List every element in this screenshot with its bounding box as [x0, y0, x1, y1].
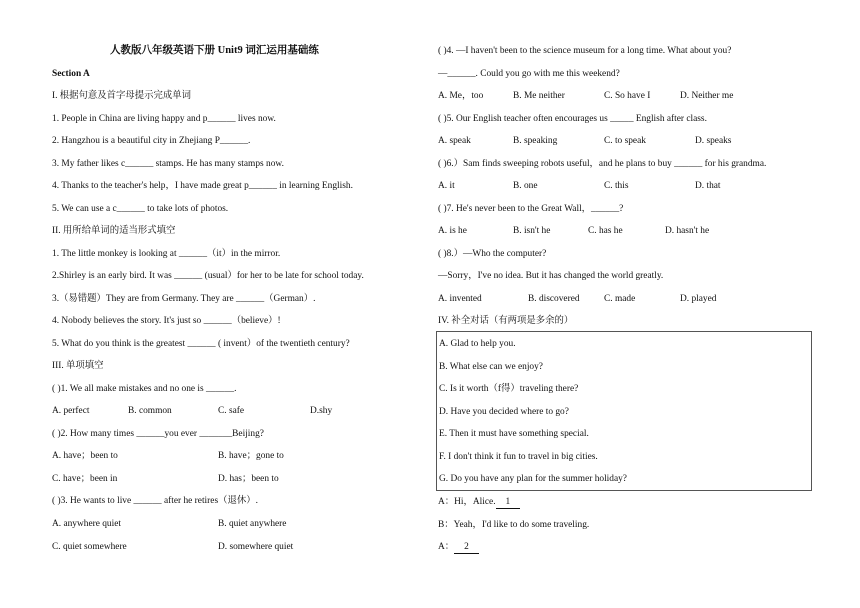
q7-option-b: B. isn't he [513, 226, 551, 236]
part2-item: 4. Nobody believes the story. It's just so ______（believe）! [52, 316, 281, 326]
q3-option-b: B. quiet anywhere [218, 519, 287, 529]
q7-option-d: D. hasn't he [665, 226, 710, 236]
q1-option-d: D.shy [310, 406, 333, 416]
question-5: ( )5. Our English teacher often encourages us _____ English after class. [438, 114, 707, 124]
dialogue-line-2: B：Yeah，I'd like to do some traveling. [438, 520, 590, 530]
part2-item: 2.Shirley is an early bird. It was ______ (usual）for her to be late for school today. [52, 271, 364, 281]
q1-option-a: A. perfect [52, 406, 90, 416]
question-8: ( )8.）—Who the computer? [438, 249, 547, 259]
page-title: 人教版八年级英语下册 Unit9 词汇运用基础练 [110, 45, 319, 56]
answer-blank-2[interactable]: 2 [454, 542, 479, 554]
question-4: ( )4. —I haven't been to the science museum for a long time. What about you? [438, 46, 732, 56]
dialogue-option: D. Have you decided where to go? [439, 407, 569, 417]
dialogue-option: G. Do you have any plan for the summer holiday? [439, 474, 627, 484]
part1-item: 1. People in China are living happy and p______ lives now. [52, 114, 276, 124]
q6-option-b: B. one [513, 181, 538, 191]
dialogue-option: E. Then it must have something special. [439, 429, 589, 439]
q2-option-b: B. have；gone to [218, 451, 284, 461]
section-a-heading: Section A [52, 69, 90, 79]
question-4-reply: —______. Could you go with me this weekend? [438, 69, 620, 79]
part1-item: 3. My father likes c______ stamps. He has many stamps now. [52, 159, 284, 169]
part2-item: 3.（易错题）They are from Germany. They are ______（German）. [52, 294, 316, 304]
question-3: ( )3. He wants to live ______ after he retires（退休）. [52, 496, 258, 506]
dialogue-speaker-text: A：Hi，Alice. [438, 497, 496, 507]
part1-item: 4. Thanks to the teacher's help，I have made great p______ in learning English. [52, 181, 353, 191]
q1-option-b: B. common [128, 406, 172, 416]
answer-blank-1[interactable]: 1 [496, 497, 521, 509]
part2-item: 5. What do you think is the greatest ______ ( invent）of the twentieth century? [52, 339, 350, 349]
q2-option-d: D. has；been to [218, 474, 279, 484]
dialogue-options-box [436, 331, 812, 491]
q8-option-d: D. played [680, 294, 717, 304]
q5-option-c: C. to speak [604, 136, 646, 146]
q6-option-c: C. this [604, 181, 629, 191]
q3-option-c: C. quiet somewhere [52, 542, 127, 552]
q3-option-a: A. anywhere quiet [52, 519, 121, 529]
part2-item: 1. The little monkey is looking at ______（it）in the mirror. [52, 249, 281, 259]
dialogue-option: F. I don't think it fun to travel in big cities. [439, 452, 598, 462]
dialogue-line-3 [438, 541, 479, 554]
q1-option-c: C. safe [218, 406, 245, 416]
question-7: ( )7. He's never been to the Great Wall，______? [438, 204, 624, 214]
q4-option-b: B. Me neither [513, 91, 565, 101]
dialogue-option: A. Glad to help you. [439, 339, 516, 349]
question-8-reply: —Sorry，I've no idea. But it has changed the world greatly. [438, 271, 664, 281]
question-1: ( )1. We all make mistakes and no one is ______. [52, 384, 237, 394]
part1-item: 2. Hangzhou is a beautiful city in Zhejiang P______. [52, 136, 251, 146]
part4-heading: IV. 补全对话（有两项是多余的） [438, 316, 574, 326]
part2-heading: II. 用所给单词的适当形式填空 [52, 226, 176, 236]
q4-option-d: D. Neither me [680, 91, 734, 101]
part1-heading: I. 根据句意及首字母提示完成单词 [52, 91, 192, 101]
q6-option-d: D. that [695, 181, 721, 191]
q4-option-a: A. Me，too [438, 91, 484, 101]
dialogue-line-1 [438, 496, 520, 509]
question-6: ( )6.）Sam finds sweeping robots useful，and he plans to buy ______ for his grandma. [438, 159, 767, 169]
part3-heading: III. 单项填空 [52, 361, 104, 371]
q5-option-a: A. speak [438, 136, 471, 146]
q8-option-b: B. discovered [528, 294, 580, 304]
part1-item: 5. We can use a c______ to take lots of photos. [52, 204, 229, 214]
q4-option-c: C. So have I [604, 91, 651, 101]
q6-option-a: A. it [438, 181, 455, 191]
question-2: ( )2. How many times ______you ever _______Beijing? [52, 429, 264, 439]
q7-option-c: C. has he [588, 226, 623, 236]
q7-option-a: A. is he [438, 226, 467, 236]
q8-option-a: A. invented [438, 294, 482, 304]
dialogue-option: B. What else can we enjoy? [439, 362, 543, 372]
dialogue-speaker-text: A： [438, 542, 455, 552]
q8-option-c: C. made [604, 294, 636, 304]
q2-option-c: C. have；been in [52, 474, 118, 484]
q5-option-d: D. speaks [695, 136, 732, 146]
dialogue-option: C. Is it worth（f得）traveling there? [439, 384, 579, 394]
q5-option-b: B. speaking [513, 136, 558, 146]
q2-option-a: A. have；been to [52, 451, 118, 461]
q3-option-d: D. somewhere quiet [218, 542, 294, 552]
